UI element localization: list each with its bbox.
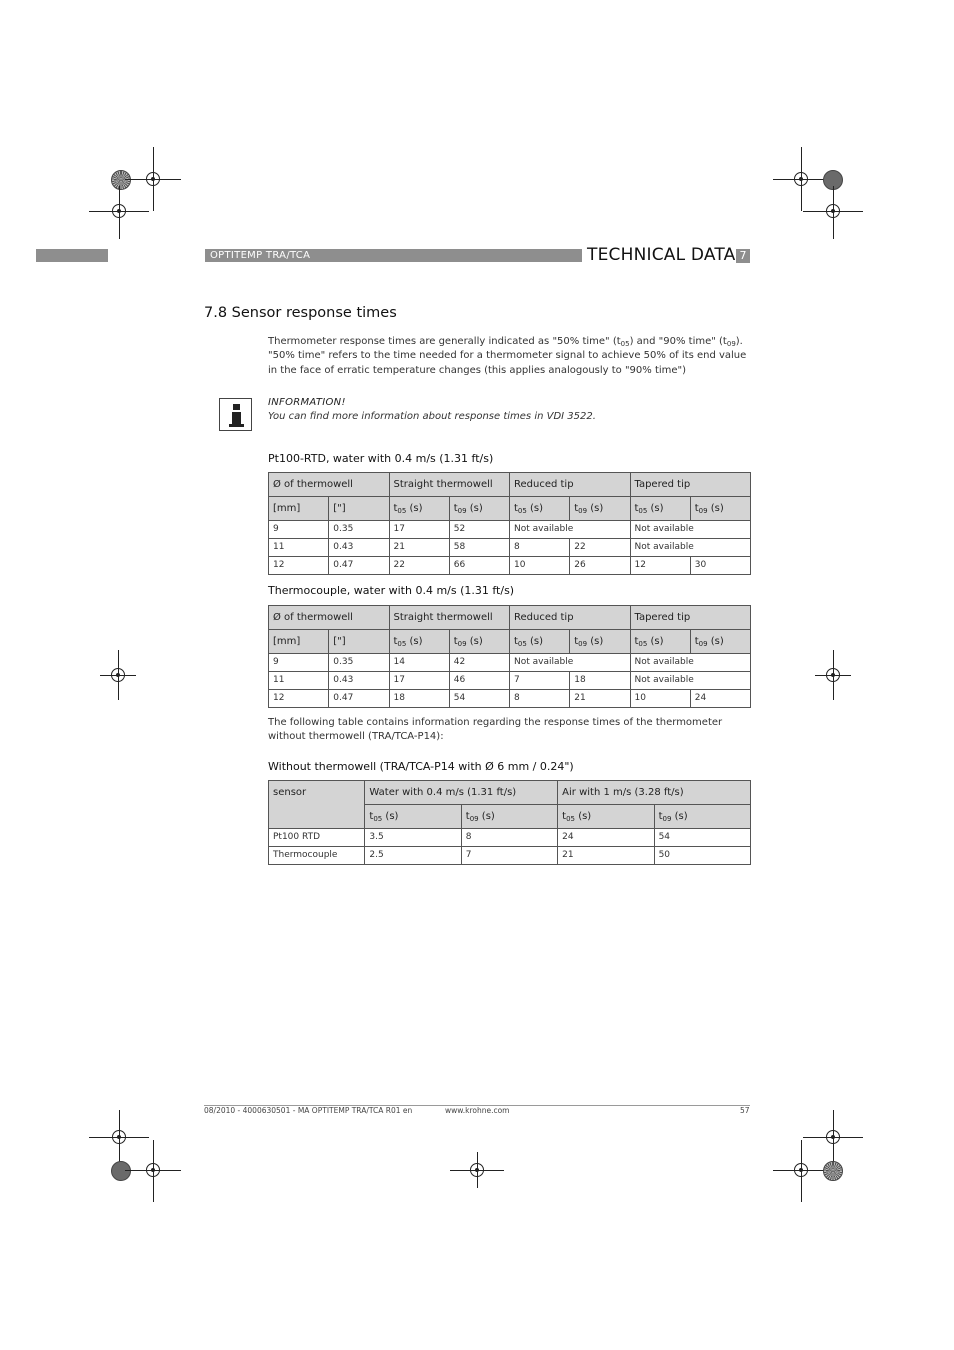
table-cell: Pt100 RTD <box>269 829 365 847</box>
table-cell: 9 <box>269 521 329 539</box>
t05-header: $t_{05}$ (s) <box>389 630 449 654</box>
footer-document-id: 08/2010 - 4000630501 - MA OPTITEMP TRA/TCA R01 en <box>204 1106 413 1115</box>
table-row <box>269 539 751 557</box>
table-cell: 21 <box>389 539 449 557</box>
table-cell: 0.35 <box>329 521 389 539</box>
header-cell: Water with 0.4 m/s (1.31 ft/s) <box>365 781 558 805</box>
table-cell: 12 <box>269 557 329 575</box>
table-cell: 10 <box>510 557 570 575</box>
table-subheader-row <box>269 630 751 654</box>
table-cell: 24 <box>690 690 750 708</box>
table-cell: 17 <box>389 521 449 539</box>
table-cell: 66 <box>449 557 509 575</box>
header-cell: Ø of thermowell <box>269 606 390 630</box>
p14-intro-paragraph: The following table contains information regarding the response times of the thermometer without thermowell (TRA/TCA-P14): <box>268 717 723 743</box>
table-cell: 22 <box>570 539 630 557</box>
table-subheader-row <box>269 497 751 521</box>
table-cell: 46 <box>449 672 509 690</box>
header-cell: Ø of thermowell <box>269 473 390 497</box>
table-cell: Not available <box>510 521 631 539</box>
p14-response-table <box>268 780 751 865</box>
header-cell: [mm] <box>269 630 329 654</box>
table-cell: Not available <box>630 672 751 690</box>
t05-header: $t_{05}$ (s) <box>510 630 570 654</box>
table-cell: 0.47 <box>329 557 389 575</box>
table-cell: 0.35 <box>329 654 389 672</box>
header-cell: Air with 1 m/s (3.28 ft/s) <box>558 781 751 805</box>
registration-dial-top-left <box>111 170 131 190</box>
table-row <box>269 654 751 672</box>
p14-table-caption: Without thermowell (TRA/TCA-P14 with Ø 6 mm / 0.24") <box>268 760 574 773</box>
table-cell: 2.5 <box>365 847 461 865</box>
table-cell: 17 <box>389 672 449 690</box>
information-icon <box>219 398 252 431</box>
table-row <box>269 557 751 575</box>
table-cell: Not available <box>630 654 751 672</box>
table-cell: 0.47 <box>329 690 389 708</box>
t05-header: $t_{05}$ (s) <box>510 497 570 521</box>
tc-table-caption: Thermocouple, water with 0.4 m/s (1.31 ft/s) <box>268 584 515 597</box>
header-bar-left <box>36 249 108 262</box>
table-header-row <box>269 606 751 630</box>
header-cell: Straight thermowell <box>389 473 510 497</box>
t05-header: $t_{05}$ (s) <box>558 805 654 829</box>
table-cell: 12 <box>630 557 690 575</box>
t09-header: $t_{09}$ (s) <box>461 805 557 829</box>
table-cell: 10 <box>630 690 690 708</box>
t09-header: $t_{09}$ (s) <box>449 497 509 521</box>
table-cell: 42 <box>449 654 509 672</box>
table-row <box>269 672 751 690</box>
product-name: OPTITEMP TRA/TCA <box>210 250 311 261</box>
table-cell: 18 <box>570 672 630 690</box>
table-cell: 58 <box>449 539 509 557</box>
table-cell: Not available <box>510 654 631 672</box>
table-cell: Thermocouple <box>269 847 365 865</box>
table-row <box>269 829 751 847</box>
header-cell: Reduced tip <box>510 606 631 630</box>
table-cell: 8 <box>461 829 557 847</box>
tc-response-table <box>268 605 751 708</box>
table-cell: 24 <box>558 829 654 847</box>
table-cell: 54 <box>449 690 509 708</box>
table-cell: 11 <box>269 539 329 557</box>
table-cell: 21 <box>570 690 630 708</box>
intro-paragraph: Thermometer response times are generally indicated as "50% time" $(t_{05})$ and "90% time" $(t_{09})$. "50% time" refers to the time needed for a thermometer signal to achieve 50% of its end value in the face of erratic temperature changes (this applies analogously to "90% time") <box>268 336 747 376</box>
table-cell: 21 <box>558 847 654 865</box>
header-cell: Straight thermowell <box>389 606 510 630</box>
table-cell: 18 <box>389 690 449 708</box>
header-cell: Tapered tip <box>630 473 751 497</box>
info-text: You can find more information about response times in VDI 3522. <box>268 411 596 422</box>
t09-header: $t_{09}$ (s) <box>449 630 509 654</box>
t09-header: $t_{09}$ (s) <box>570 630 630 654</box>
table-row <box>269 690 751 708</box>
section-title: 7.8 Sensor response times <box>204 305 397 321</box>
page-number: 57 <box>740 1106 750 1115</box>
table-cell: 7 <box>461 847 557 865</box>
table-cell: 50 <box>654 847 750 865</box>
header-cell: Tapered tip <box>630 606 751 630</box>
table-cell: 0.43 <box>329 539 389 557</box>
table-row <box>269 521 751 539</box>
t05-header: $t_{05}$ (s) <box>630 630 690 654</box>
table-cell: 0.43 <box>329 672 389 690</box>
header-cell: ["] <box>329 630 389 654</box>
t09-header: $t_{09}$ (s) <box>570 497 630 521</box>
table-cell: 3.5 <box>365 829 461 847</box>
table-row <box>269 847 751 865</box>
section-header-title: TECHNICAL DATA <box>587 245 736 265</box>
header-cell: [mm] <box>269 497 329 521</box>
table-cell: Not available <box>630 539 751 557</box>
t09-header: $t_{09}$ (s) <box>654 805 750 829</box>
table-cell: 54 <box>654 829 750 847</box>
t05-header: $t_{05}$ (s) <box>630 497 690 521</box>
rtd-response-table <box>268 472 751 575</box>
table-cell: 12 <box>269 690 329 708</box>
header-cell: sensor <box>269 781 365 829</box>
t09-header: $t_{09}$ (s) <box>690 630 750 654</box>
footer-website: www.krohne.com <box>445 1106 510 1115</box>
chapter-number: 7 <box>736 249 750 263</box>
info-title: INFORMATION! <box>268 397 346 408</box>
header-cell: Reduced tip <box>510 473 631 497</box>
table-cell: 8 <box>510 690 570 708</box>
t09-header: $t_{09}$ (s) <box>690 497 750 521</box>
header-cell: ["] <box>329 497 389 521</box>
table-cell: 22 <box>389 557 449 575</box>
table-cell: 52 <box>449 521 509 539</box>
registration-dial-bottom-left <box>111 1161 131 1181</box>
table-cell: 11 <box>269 672 329 690</box>
table-cell: 30 <box>690 557 750 575</box>
table-header-row <box>269 473 751 497</box>
registration-dial-bottom-right <box>823 1161 843 1181</box>
table-cell: 14 <box>389 654 449 672</box>
t05-header: $t_{05}$ (s) <box>365 805 461 829</box>
table-cell: Not available <box>630 521 751 539</box>
table-cell: 8 <box>510 539 570 557</box>
rtd-table-caption: Pt100-RTD, water with 0.4 m/s (1.31 ft/s) <box>268 452 494 465</box>
table-cell: 9 <box>269 654 329 672</box>
table-header-row <box>269 781 751 805</box>
table-cell: 7 <box>510 672 570 690</box>
table-cell: 26 <box>570 557 630 575</box>
t05-header: $t_{05}$ (s) <box>389 497 449 521</box>
